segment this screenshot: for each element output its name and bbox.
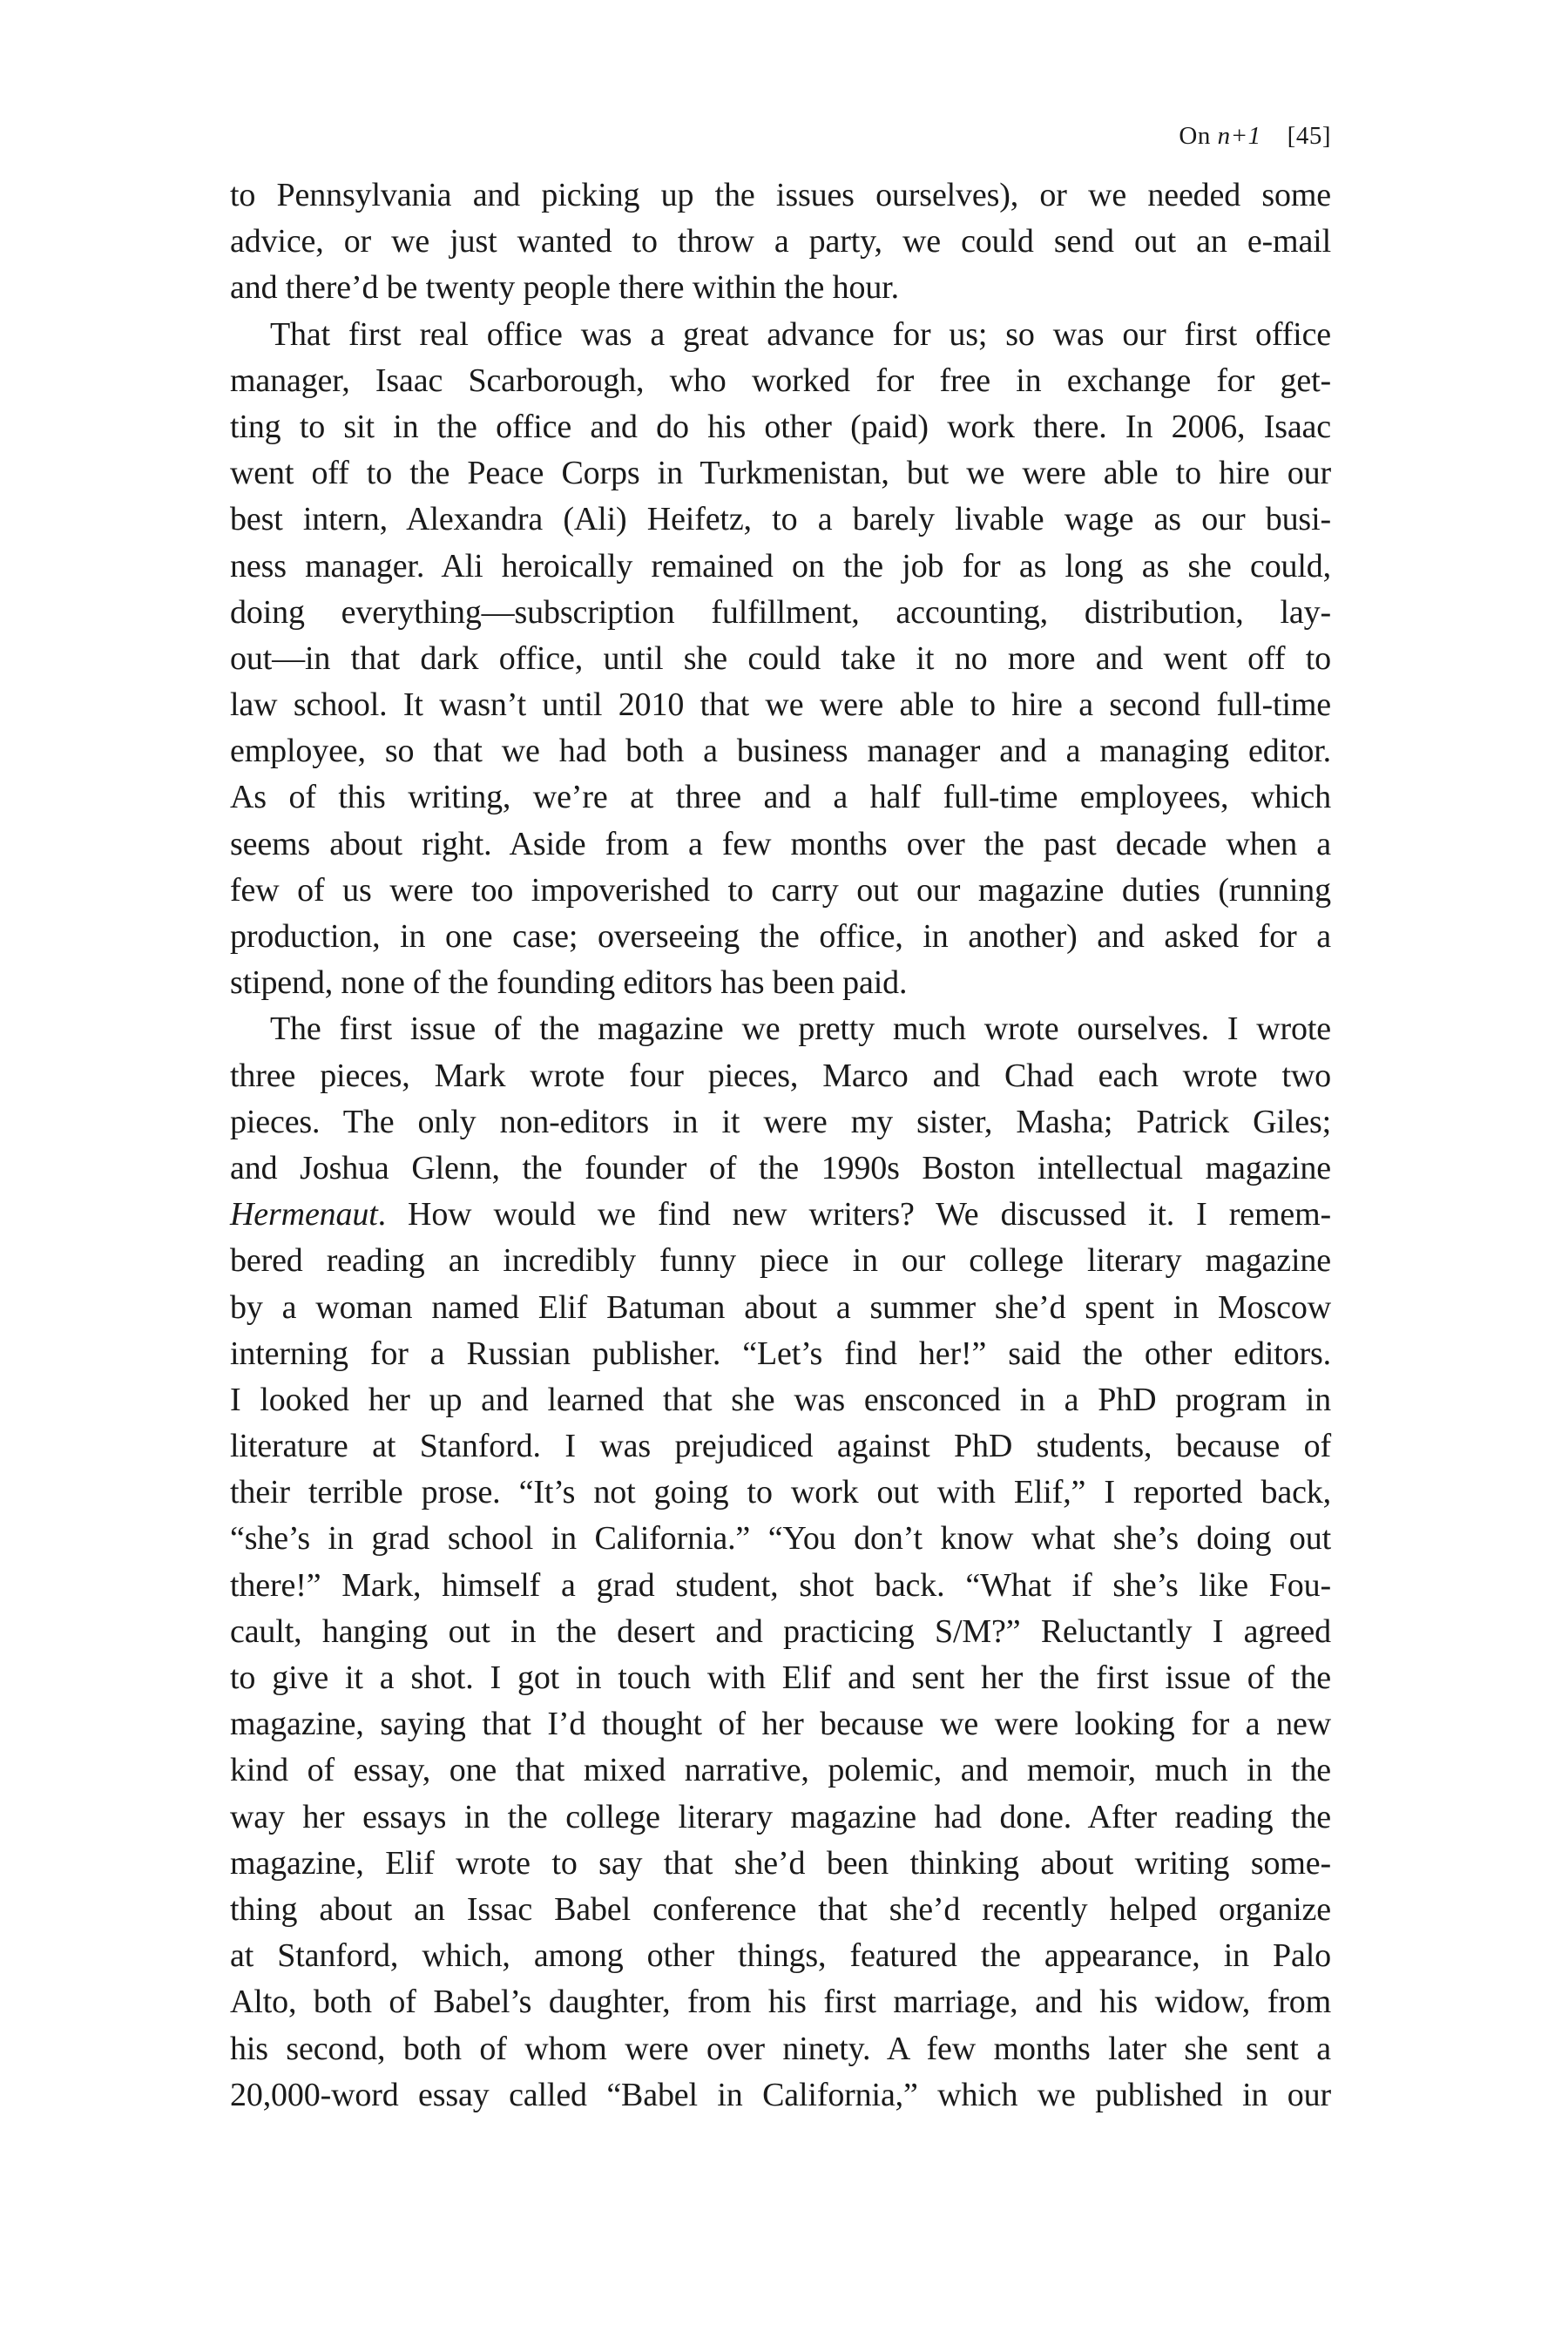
text-line [230, 497, 1331, 543]
text-line-content: law school. It wasn’t until 2010 that we were able to hire a second full-time [230, 686, 1331, 724]
text-line-content: production, in one case; overseeing the office, in another) and asked for a [230, 918, 1331, 955]
text-line [230, 219, 1331, 265]
text-line-content: way her essays in the college literary magazine had done. After reading the [230, 1798, 1331, 1835]
text-line [230, 404, 1331, 450]
text-line-content: ting to sit in the office and do his other (paid) work there. In 2006, Isaac [230, 408, 1331, 445]
text-line-content: I looked her up and learned that she was ensconced in a PhD program in [230, 1381, 1331, 1418]
text-line [230, 1377, 1331, 1423]
text-line-content: stipend, none of the founding editors has been paid. [230, 964, 908, 1002]
text-line [230, 1655, 1331, 1701]
text-line [230, 1146, 1331, 1192]
text-line [230, 1470, 1331, 1516]
text-line [230, 1841, 1331, 1887]
text-line-content: literature at Stanford. I was prejudiced against PhD students, because of [230, 1428, 1331, 1465]
magazine-title-italic: Hermenaut [230, 1196, 378, 1233]
text-line-content: cault, hanging out in the desert and practicing S/M?” Reluctantly I agreed [230, 1612, 1331, 1650]
text-line [230, 265, 1331, 311]
text-line-content: and there’d be twenty people there within the hour. [230, 269, 899, 307]
text-line-content: ness manager. Ali heroically remained on the job for as long as she could, [230, 547, 1331, 585]
text-line [230, 774, 1331, 821]
text-line [230, 1747, 1331, 1794]
running-head [1179, 118, 1331, 153]
text-line [230, 1006, 1331, 1052]
text-line [230, 358, 1331, 404]
text-line [230, 590, 1331, 636]
text-line-content: went off to the Peace Corps in Turkmenistan, but we were able to hire our [230, 455, 1331, 492]
body-text [230, 172, 1331, 2119]
text-line-content: by a woman named Elif Batuman about a summer she’d spent in Moscow [230, 1288, 1331, 1326]
text-line [230, 1979, 1331, 2025]
text-line [230, 544, 1331, 590]
text-line [230, 1053, 1331, 1099]
text-line [230, 1563, 1331, 1609]
text-line-content: manager, Isaac Scarborough, who worked for free in exchange for get- [230, 362, 1331, 399]
paragraph [230, 172, 1331, 312]
text-line [230, 960, 1331, 1006]
text-segment: . How would we find new writers? We discussed it. I remem- [377, 1196, 1331, 1233]
text-line [230, 1238, 1331, 1284]
text-line [230, 728, 1331, 774]
text-line-content: few of us were too impoverished to carry out our magazine duties (running [230, 871, 1331, 909]
text-line-content: As of this writing, we’re at three and a half full-time employees, which [230, 779, 1331, 816]
text-line [230, 1794, 1331, 1841]
text-line-content: magazine, saying that I’d thought of her because we were looking for a new [230, 1706, 1331, 1743]
text-line [230, 1423, 1331, 1470]
paragraph [230, 312, 1331, 1007]
text-line-content: doing everything—subscription fulfillment, accounting, distribution, lay- [230, 593, 1331, 631]
text-line [230, 1609, 1331, 1655]
text-line [230, 1285, 1331, 1331]
text-line-content: 20,000-word essay called “Babel in California,” which we published in our [230, 2076, 1331, 2113]
text-line-content: “she’s in grad school in California.” “You don’t know what she’s doing out [230, 1520, 1331, 1558]
text-line [230, 868, 1331, 914]
text-line [230, 636, 1331, 682]
text-line-content: to Pennsylvania and picking up the issues ourselves), or we needed some [230, 177, 1331, 213]
text-line-content: The first issue of the magazine we pretty much wrote ourselves. I wrote [270, 1010, 1331, 1048]
text-line-content: employee, so that we had both a business manager and a managing editor. [230, 733, 1331, 770]
text-line-content [230, 1192, 1331, 1238]
text-line [230, 914, 1331, 960]
text-line-content: seems about right. Aside from a few months over the past decade when a [230, 825, 1331, 862]
paragraph [230, 1006, 1331, 2119]
running-head-title-italic: n+1 [1217, 122, 1261, 150]
text-line [230, 1331, 1331, 1377]
text-line-content: three pieces, Mark wrote four pieces, Marco and Chad each wrote two [230, 1057, 1331, 1094]
text-line-content: to give it a shot. I got in touch with Elif and sent her the first issue of the [230, 1659, 1331, 1696]
text-line [230, 450, 1331, 497]
text-line [230, 1933, 1331, 1979]
text-line-content: kind of essay, one that mixed narrative, polemic, and memoir, much in the [230, 1752, 1331, 1789]
text-line-content: and Joshua Glenn, the founder of the 1990s Boston intellectual magazine [230, 1149, 1331, 1186]
text-line-content: his second, both of whom were over ninety. A few months later she sent a [230, 2030, 1331, 2067]
text-line [230, 1192, 1331, 1238]
text-line [230, 821, 1331, 868]
text-line-content: at Stanford, which, among other things, featured the appearance, in Palo [230, 1937, 1331, 1975]
text-line [230, 1516, 1331, 1562]
text-line [230, 1887, 1331, 1933]
text-line-content: their terrible prose. “It’s not going to work out with Elif,” I reported back, [230, 1474, 1331, 1511]
text-line-content: Alto, both of Babel’s daughter, from his first marriage, and his widow, from [230, 1984, 1331, 2021]
text-line-content: pieces. The only non-editors in it were my sister, Masha; Patrick Giles; [230, 1103, 1331, 1140]
text-line-content: interning for a Russian publisher. “Let’s find her!” said the other editors. [230, 1335, 1331, 1372]
running-head-title [1179, 122, 1260, 150]
text-line-content: best intern, Alexandra (Ali) Heifetz, to a barely livable wage as our busi- [230, 501, 1331, 538]
text-line [230, 682, 1331, 728]
running-head-title-prefix: On [1179, 122, 1211, 150]
page-number: [45] [1287, 122, 1331, 150]
text-line-content: That first real office was a great advance for us; so was our first office [270, 315, 1331, 353]
text-line-content: out—in that dark office, until she could take it no more and went off to [230, 639, 1331, 677]
text-line-content: bered reading an incredibly funny piece in our college literary magazine [230, 1242, 1331, 1280]
text-line [230, 2072, 1331, 2119]
text-line-content: magazine, Elif wrote to say that she’d been thinking about writing some- [230, 1844, 1331, 1882]
text-line [230, 1099, 1331, 1146]
text-line [230, 1701, 1331, 1747]
text-line [230, 172, 1331, 219]
text-line-content: there!” Mark, himself a grad student, shot back. “What if she’s like Fou- [230, 1566, 1331, 1604]
text-line [230, 312, 1331, 358]
text-line [230, 2026, 1331, 2072]
text-line-content: advice, or we just wanted to throw a party, we could send out an e-mail [230, 223, 1331, 260]
text-line-content: thing about an Issac Babel conference that she’d recently helped organize [230, 1890, 1331, 1928]
